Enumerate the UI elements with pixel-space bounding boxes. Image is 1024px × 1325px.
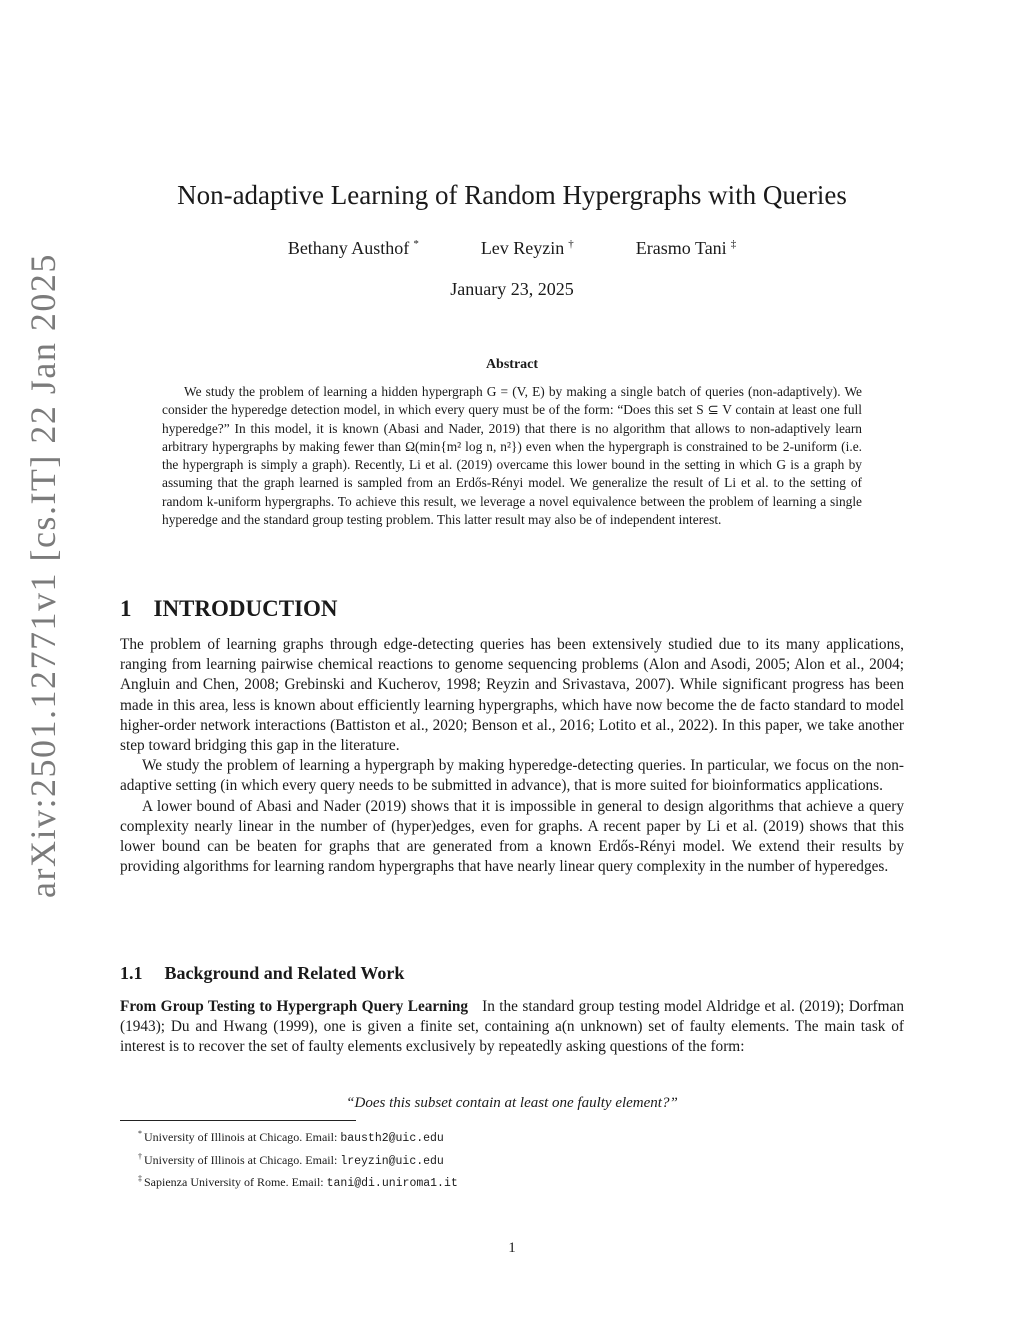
footnote-rule xyxy=(120,1120,356,1121)
paper-date: January 23, 2025 xyxy=(450,279,574,299)
background-body xyxy=(120,997,904,1058)
author: Bethany Austhof * xyxy=(287,238,419,258)
email-link[interactable]: bausth2@uic.edu xyxy=(340,1132,444,1145)
footnote: ‡ Sapienza University of Rome. Email: tani@di.uniroma1.it xyxy=(138,1174,458,1191)
abstract-heading: Abstract xyxy=(485,357,539,372)
paragraph: We study the problem of learning a hypergraph by making hyperedge-detecting queries. In particular, we focus on the non-adaptive setting (in which every query needs to be submitted in advance), that is more suited for bioinformatics applications. xyxy=(120,757,904,795)
run-in-heading: From Group Testing to Hypergraph Query Learning xyxy=(120,998,469,1015)
email-link[interactable]: tani@di.uniroma1.it xyxy=(326,1177,458,1191)
paragraph: A lower bound of Abasi and Nader (2019) shows that it is impossible in general to design algorithms that achieve a query complexity nearly linear in the number of (hyper)edges, even for graphs. A recent paper by Li et al. (2019) shows that this lower bound can be beaten for graphs that are generated from a known Erdős-Rényi model. We extend their results by providing algorithms for learning random hypergraphs that have nearly linear query complexity in the number of hyperedges. xyxy=(120,797,904,876)
paragraph: The problem of learning graphs through edge-detecting queries has been extensively studied due to its many applications, ranging from learning pairwise chemical reactions to genome sequencing problems (Alon and Asodi, 2005; Alon et al., 2004; Angluin and Chen, 2008; Grebinski and Kucherov, 1998; Reyzin and Srivastava, 2007). While significant progress has been made in this area, less is known about efficiently learning hypergraphs, which have now become the de facto standard to model higher-order network interactions (Battiston et al., 2020; Benson et al., 2016; Lotito et al., 2022). In this paper, we take another step toward bridging this gap in the literature. xyxy=(120,636,904,755)
abstract-body xyxy=(162,383,862,529)
footnote: † University of Illinois at Chicago. Email: lreyzin@uic.edu xyxy=(138,1151,444,1168)
abstract-text: We study the problem of learning a hidden hypergraph G = (V, E) by making a single batch of queries (non-adaptively). We consider the hyperedge detection model, in which every query must be of the form: “Does this set S ⊆ V contain at least one full hyperedge?” In this model, it is known (Abasi and Nader, 2019) that there is no algorithm that allows to non-adaptively learn arbitrary hypergraphs by making fewer than Ω(min{m² log n, n²}) even when the hypergraph is constrained to be 2-uniform (i.e. the hypergraph is simply a graph). Recently, Li et al. (2019) overcame this lower bound in the setting in which G is a graph by assuming that the graph learned is sampled from an Erdős-Rényi model. We generalize the result of Li et al. to the setting of random k-uniform hypergraphs. To achieve this result, we leverage a novel equivalence between the problem of learning a single hyperedge and the standard group testing problem. This latter result may also be of independent interest. xyxy=(162,384,862,528)
email-link[interactable]: lreyzin@uic.edu xyxy=(340,1154,444,1168)
page-number: 1 xyxy=(508,1240,516,1256)
paragraph: From Group Testing to Hypergraph Query Learning In the standard group testing model Aldridge et al. (2019); Dorfman (1943); Du and Hwang (1999), one is given a finite set, containing a(n unknown) set of faulty elements. The main task of interest is to recover the set of faulty elements exclusively by repeatedly asking questions of the form: xyxy=(120,998,904,1056)
subsection-heading: 1.1 Background and Related Work xyxy=(120,963,405,983)
author-list xyxy=(0,238,1024,259)
author: Lev Reyzin † xyxy=(480,238,574,258)
footnotes xyxy=(138,1125,458,1193)
paper-title: Non-adaptive Learning of Random Hypergraphs with Queries xyxy=(177,180,847,210)
section-heading: 1 INTRODUCTION xyxy=(120,596,338,621)
footnote: * University of Illinois at Chicago. Email: bausth2@uic.edu xyxy=(138,1129,444,1145)
author: Erasmo Tani ‡ xyxy=(635,238,737,258)
arxiv-identifier-stamp: arXiv:2501.12771v1 [cs.IT] 22 Jan 2025 xyxy=(23,253,63,898)
quoted-question: “Does this subset contain at least one faulty element?” xyxy=(346,1095,678,1111)
introduction-body xyxy=(120,635,904,877)
